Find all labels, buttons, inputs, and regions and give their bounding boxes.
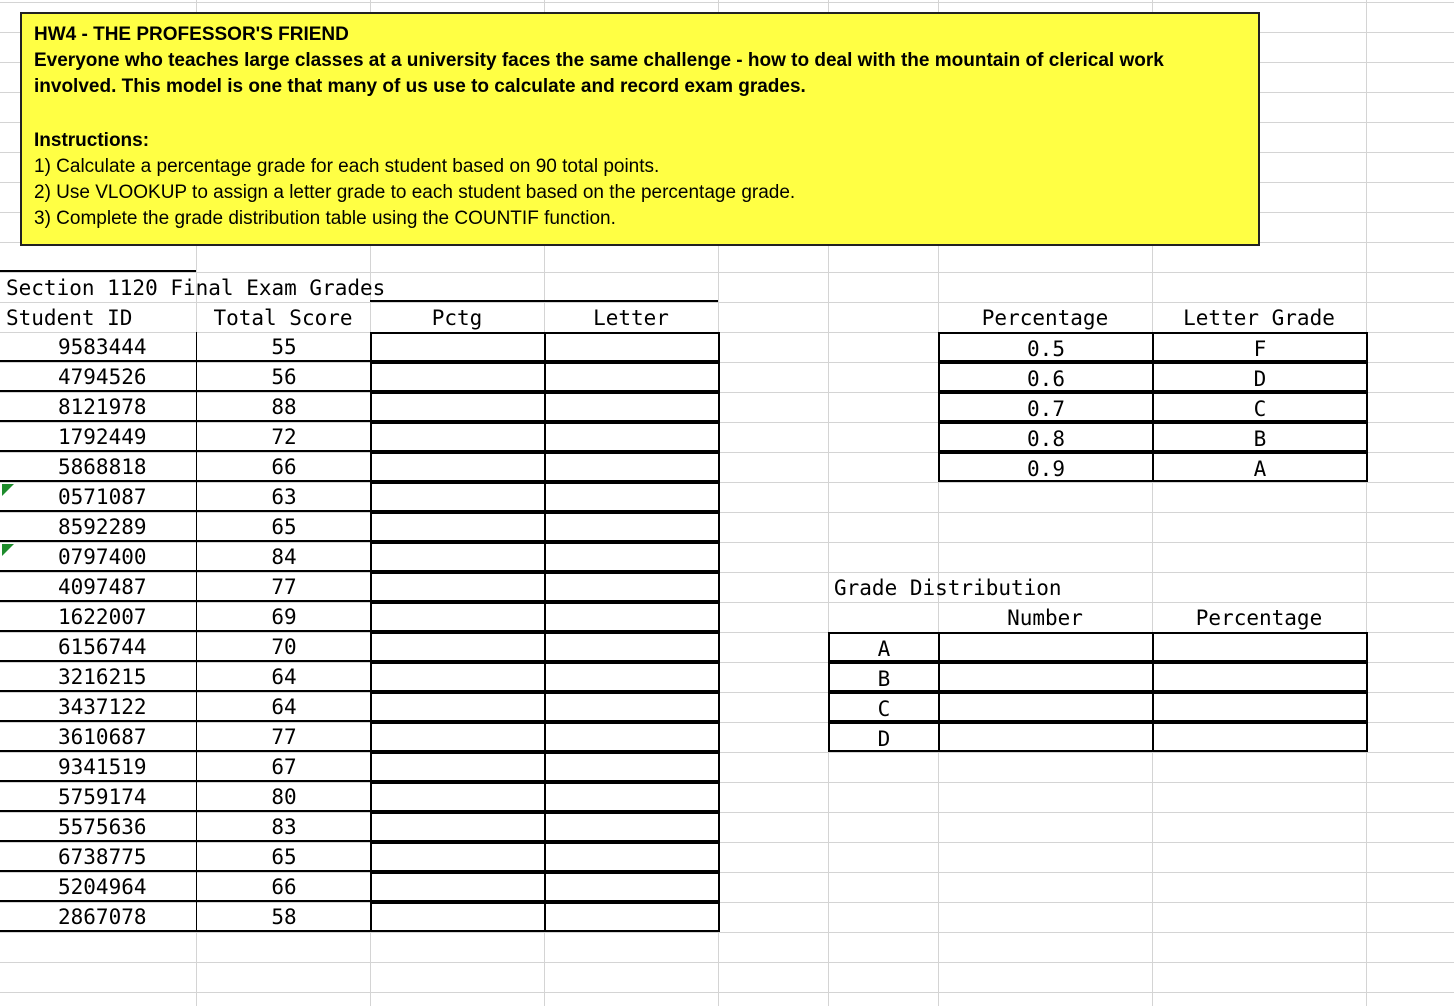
lookup-grade-cell[interactable]: D bbox=[1152, 362, 1368, 392]
distribution-title[interactable]: Grade Distribution bbox=[834, 576, 1062, 600]
pctg-cell[interactable] bbox=[370, 842, 546, 872]
pctg-cell[interactable] bbox=[370, 362, 546, 392]
pctg-cell[interactable] bbox=[370, 872, 546, 902]
instruction-item: 2) Use VLOOKUP to assign a letter grade to each student based on the percentage grade. bbox=[34, 182, 796, 203]
letter-cell[interactable] bbox=[544, 752, 720, 782]
letter-cell[interactable] bbox=[544, 782, 720, 812]
total-score-cell[interactable]: 67 bbox=[196, 752, 372, 782]
gridline-row bbox=[0, 2, 1454, 3]
header-total-score[interactable]: Total Score bbox=[213, 306, 353, 330]
student-id-cell[interactable]: 2867078 bbox=[0, 902, 196, 932]
letter-cell[interactable] bbox=[544, 872, 720, 902]
total-score-cell[interactable]: 72 bbox=[196, 422, 372, 452]
pctg-cell[interactable] bbox=[370, 452, 546, 482]
student-id-cell[interactable]: 8592289 bbox=[0, 512, 196, 542]
letter-cell[interactable] bbox=[544, 602, 720, 632]
letter-cell[interactable] bbox=[544, 812, 720, 842]
letter-cell[interactable] bbox=[544, 572, 720, 602]
pctg-cell[interactable] bbox=[370, 812, 546, 842]
distribution-header-percentage[interactable]: Percentage bbox=[1195, 606, 1323, 630]
distribution-percentage-cell[interactable] bbox=[1152, 722, 1368, 752]
gridline-row bbox=[0, 932, 1454, 933]
gridline-row bbox=[0, 962, 1454, 963]
total-score-cell[interactable]: 55 bbox=[196, 332, 372, 362]
total-score-cell[interactable]: 58 bbox=[196, 902, 372, 932]
total-score-cell[interactable]: 56 bbox=[196, 362, 372, 392]
student-id-cell[interactable]: 8121978 bbox=[0, 392, 196, 422]
note-intro-line-1: Everyone who teaches large classes at a university faces the same challenge - how to deal with the mountain of clerical work bbox=[34, 50, 1164, 71]
pctg-cell[interactable] bbox=[370, 512, 546, 542]
header-letter[interactable]: Letter bbox=[593, 306, 669, 330]
lookup-header-percentage[interactable]: Percentage bbox=[981, 306, 1109, 330]
lookup-percentage-cell[interactable]: 0.9 bbox=[938, 452, 1154, 482]
total-score-cell[interactable]: 88 bbox=[196, 392, 372, 422]
letter-cell[interactable] bbox=[544, 332, 720, 362]
letter-cell[interactable] bbox=[544, 452, 720, 482]
grades-table-title[interactable]: Section 1120 Final Exam Grades bbox=[6, 276, 386, 300]
total-score-cell[interactable]: 70 bbox=[196, 632, 372, 662]
total-score-cell[interactable]: 65 bbox=[196, 842, 372, 872]
total-score-cell[interactable]: 65 bbox=[196, 512, 372, 542]
instruction-item: 3) Complete the grade distribution table using the COUNTIF function. bbox=[34, 208, 616, 229]
pctg-cell[interactable] bbox=[370, 782, 546, 812]
gridline-row bbox=[0, 992, 1454, 993]
pctg-cell[interactable] bbox=[370, 422, 546, 452]
note-intro-line-2: involved. This model is one that many of us use to calculate and record exam grades. bbox=[34, 76, 806, 97]
distribution-header-number[interactable]: Number bbox=[1007, 606, 1083, 630]
error-indicator-icon bbox=[2, 484, 14, 496]
total-score-cell[interactable]: 66 bbox=[196, 872, 372, 902]
distribution-number-cell[interactable] bbox=[938, 632, 1154, 662]
total-score-cell[interactable]: 66 bbox=[196, 452, 372, 482]
pctg-cell[interactable] bbox=[370, 392, 546, 422]
distribution-percentage-cell[interactable] bbox=[1152, 692, 1368, 722]
total-score-cell[interactable]: 77 bbox=[196, 722, 372, 752]
header-border bbox=[370, 300, 718, 302]
distribution-percentage-cell[interactable] bbox=[1152, 632, 1368, 662]
lookup-header-letter-grade[interactable]: Letter Grade bbox=[1183, 306, 1335, 330]
pctg-cell[interactable] bbox=[370, 662, 546, 692]
letter-cell[interactable] bbox=[544, 482, 720, 512]
distribution-percentage-cell[interactable] bbox=[1152, 662, 1368, 692]
total-score-cell[interactable]: 80 bbox=[196, 782, 372, 812]
lookup-percentage-cell[interactable]: 0.5 bbox=[938, 332, 1154, 362]
pctg-cell[interactable] bbox=[370, 572, 546, 602]
student-id-cell[interactable]: 6738775 bbox=[0, 842, 196, 872]
distribution-grade-cell[interactable]: B bbox=[828, 662, 940, 692]
student-id-cell[interactable]: 5204964 bbox=[0, 872, 196, 902]
gridline-col bbox=[1366, 0, 1367, 1006]
pctg-cell[interactable] bbox=[370, 722, 546, 752]
letter-cell[interactable] bbox=[544, 542, 720, 572]
note-title: HW4 - THE PROFESSOR'S FRIEND bbox=[34, 24, 349, 45]
lookup-grade-cell[interactable]: C bbox=[1152, 392, 1368, 422]
instructions-note[interactable] bbox=[20, 12, 1260, 246]
instruction-item: 1) Calculate a percentage grade for each student based on 90 total points. bbox=[34, 156, 660, 177]
pctg-cell[interactable] bbox=[370, 902, 546, 932]
letter-cell[interactable] bbox=[544, 632, 720, 662]
student-id-cell[interactable]: 0571087 bbox=[0, 482, 196, 512]
letter-cell[interactable] bbox=[544, 392, 720, 422]
distribution-grade-cell[interactable]: C bbox=[828, 692, 940, 722]
total-score-cell[interactable]: 84 bbox=[196, 542, 372, 572]
total-score-cell[interactable]: 64 bbox=[196, 662, 372, 692]
letter-cell[interactable] bbox=[544, 362, 720, 392]
distribution-number-cell[interactable] bbox=[938, 662, 1154, 692]
pctg-cell[interactable] bbox=[370, 632, 546, 662]
student-id-cell[interactable]: 6156744 bbox=[0, 632, 196, 662]
student-id-cell[interactable]: 9583444 bbox=[0, 332, 196, 362]
student-id-cell[interactable]: 0797400 bbox=[0, 542, 196, 572]
student-id-cell[interactable]: 4794526 bbox=[0, 362, 196, 392]
pctg-cell[interactable] bbox=[370, 602, 546, 632]
student-id-cell[interactable]: 5868818 bbox=[0, 452, 196, 482]
total-score-cell[interactable]: 63 bbox=[196, 482, 372, 512]
distribution-grade-cell[interactable]: D bbox=[828, 722, 940, 752]
student-id-cell[interactable]: 3437122 bbox=[0, 692, 196, 722]
pctg-cell[interactable] bbox=[370, 332, 546, 362]
letter-cell[interactable] bbox=[544, 902, 720, 932]
lookup-percentage-cell[interactable]: 0.8 bbox=[938, 422, 1154, 452]
pctg-cell[interactable] bbox=[370, 752, 546, 782]
pctg-cell[interactable] bbox=[370, 542, 546, 572]
lookup-grade-cell[interactable]: F bbox=[1152, 332, 1368, 362]
student-id-cell[interactable]: 1622007 bbox=[0, 602, 196, 632]
student-id-cell[interactable]: 5575636 bbox=[0, 812, 196, 842]
title-divider bbox=[0, 270, 196, 272]
letter-cell[interactable] bbox=[544, 842, 720, 872]
total-score-cell[interactable]: 77 bbox=[196, 572, 372, 602]
lookup-percentage-cell[interactable]: 0.7 bbox=[938, 392, 1154, 422]
pctg-cell[interactable] bbox=[370, 692, 546, 722]
error-indicator-icon bbox=[2, 544, 14, 556]
distribution-grade-cell[interactable]: A bbox=[828, 632, 940, 662]
header-student-id[interactable]: Student ID bbox=[6, 306, 133, 330]
total-score-cell[interactable]: 69 bbox=[196, 602, 372, 632]
letter-cell[interactable] bbox=[544, 512, 720, 542]
student-id-cell[interactable]: 3610687 bbox=[0, 722, 196, 752]
lookup-grade-cell[interactable]: B bbox=[1152, 422, 1368, 452]
distribution-number-cell[interactable] bbox=[938, 722, 1154, 752]
student-id-cell[interactable]: 1792449 bbox=[0, 422, 196, 452]
lookup-grade-cell[interactable]: A bbox=[1152, 452, 1368, 482]
distribution-number-cell[interactable] bbox=[938, 692, 1154, 722]
letter-cell[interactable] bbox=[544, 692, 720, 722]
student-id-cell[interactable]: 3216215 bbox=[0, 662, 196, 692]
lookup-percentage-cell[interactable]: 0.6 bbox=[938, 362, 1154, 392]
header-pctg[interactable]: Pctg bbox=[431, 306, 483, 330]
total-score-cell[interactable]: 64 bbox=[196, 692, 372, 722]
student-id-cell[interactable]: 4097487 bbox=[0, 572, 196, 602]
letter-cell[interactable] bbox=[544, 662, 720, 692]
instructions-label: Instructions: bbox=[34, 130, 150, 151]
total-score-cell[interactable]: 83 bbox=[196, 812, 372, 842]
letter-cell[interactable] bbox=[544, 422, 720, 452]
student-id-cell[interactable]: 5759174 bbox=[0, 782, 196, 812]
pctg-cell[interactable] bbox=[370, 482, 546, 512]
student-id-cell[interactable]: 9341519 bbox=[0, 752, 196, 782]
letter-cell[interactable] bbox=[544, 722, 720, 752]
